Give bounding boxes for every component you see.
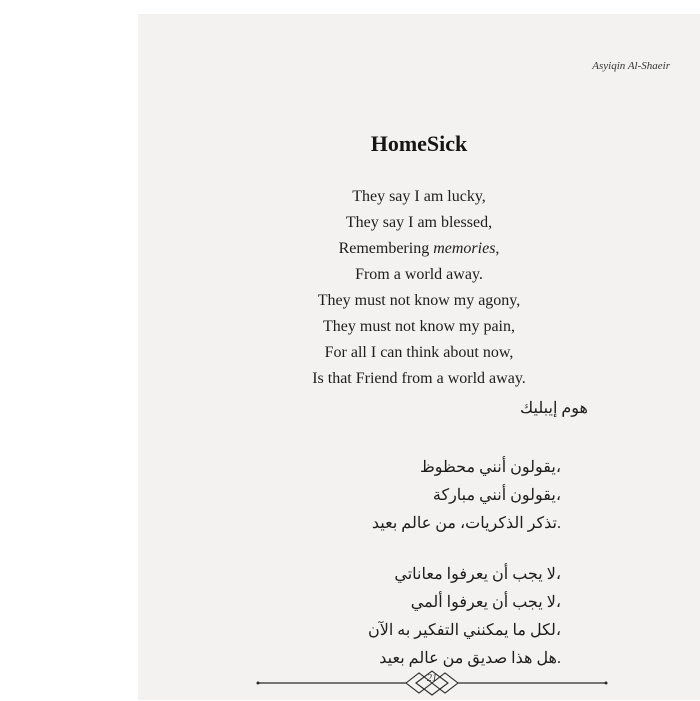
arabic-stanza-1 — [372, 454, 561, 538]
arabic-poem-line: .تذكر الذكريات، من عالم بعيد — [371, 515, 561, 532]
poem-line: Is that Friend from a world away. — [312, 370, 526, 387]
arabic-poem-title: هوم إيبليك — [520, 400, 588, 417]
poem-line: For all I can think about now, — [324, 344, 514, 361]
arabic-poem-line: ،لا يجب أن يعرفوا ألمي — [410, 594, 561, 611]
poem-title: HomeSick — [370, 131, 468, 156]
book-page — [138, 14, 700, 700]
poem-line: They must not know my agony, — [317, 292, 521, 309]
arabic-poem-line: ،يقولون أنني مباركة — [432, 487, 561, 504]
poem-line: Remembering memories, — [338, 240, 500, 257]
poem-line: They say I am lucky, — [352, 188, 486, 205]
arabic-stanza-2 — [368, 561, 561, 673]
running-header: Asyiqin Al-Shaeir — [592, 60, 670, 72]
arabic-poem-line: .هل هذا صديق من عالم بعيد — [379, 650, 561, 667]
poem-line: They must not know my pain, — [323, 318, 515, 335]
poem-line: From a world away. — [355, 266, 483, 283]
footer-ornament — [256, 670, 608, 696]
arabic-poem-line: ،لا يجب أن يعرفوا معاناتي — [394, 566, 561, 583]
arabic-poem-line: ،لكل ما يمكنني التفكير به الآن — [367, 622, 561, 639]
arabic-poem-line: ،يقولون أنني محظوظ — [419, 459, 561, 476]
english-poem — [138, 184, 700, 392]
page-number: 21 — [427, 673, 437, 684]
poem-line: They say I am blessed, — [345, 214, 493, 231]
